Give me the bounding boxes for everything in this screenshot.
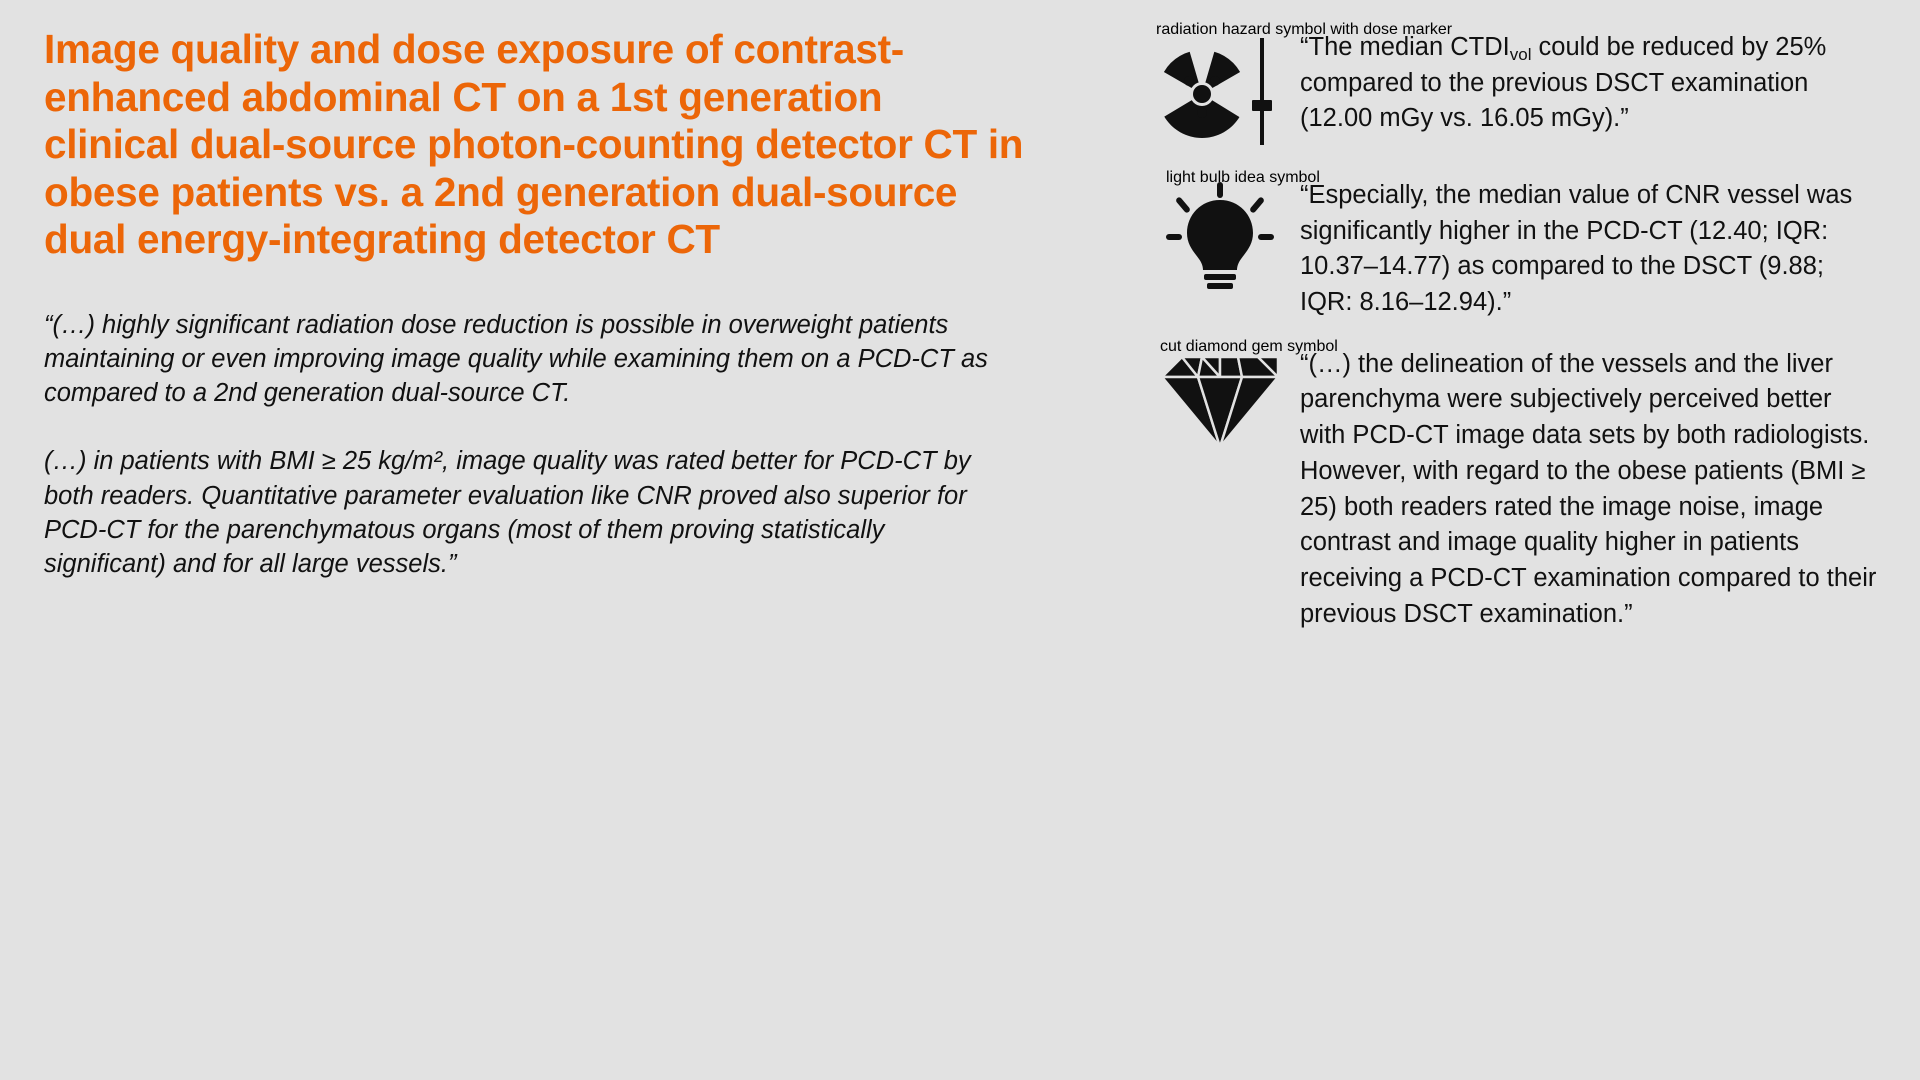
- conclusion-quote-2: (…) in patients with BMI ≥ 25 kg/m², image quality was rated better for PCD-CT by both readers. Quantitative parameter evaluation like CNR proved also superior for PCD-CT for the parenchymatous organs (most of them proving statistically significant) and for all large vessels.”: [44, 447, 971, 578]
- svg-text:cut diamond gem symbol: cut diamond gem symbol: [1160, 337, 1338, 355]
- finding-row: [1140, 337, 1880, 633]
- finding-text: [1300, 178, 1880, 321]
- finding-text-subscript: vol: [1509, 45, 1532, 64]
- svg-text:light bulb idea symbol: light bulb idea symbol: [1166, 169, 1320, 186]
- finding-text-post: could be reduced by 25% compared to the previous DSCT examination (12.00 mGy vs. 16.05 mGy).”: [1300, 33, 1827, 133]
- finding-text-pre: “The median CTDI: [1300, 33, 1510, 61]
- icon-cell: [1140, 169, 1320, 294]
- finding-text-pre: “Especially, the median value of CNR vessel was significantly higher in the PCD-CT (12.40; IQR: 10.37–14.77) as compared to the DSCT (9.88; IQR: 8.16–12.94).”: [1300, 181, 1853, 317]
- icon-cell: [1140, 337, 1338, 451]
- finding-row: [1140, 21, 1880, 152]
- finding-text-pre: “(…) the delineation of the vessels and the liver parenchyma were subjectively perceived better with PCD-CT image data sets by both radiologists. However, with regard to the obese patients (BMI ≥ 25) both readers rated the image noise, image contrast and image quality higher in patients receiving a PCD-CT examination compared to their previous DSCT examination.”: [1300, 349, 1877, 628]
- finding-text: [1300, 347, 1880, 633]
- diamond-icon: [1160, 337, 1338, 451]
- finding-row: [1140, 169, 1880, 321]
- svg-text:radiation hazard symbol with d: radiation hazard symbol with dose marker: [1156, 21, 1453, 38]
- lightbulb-icon: [1166, 169, 1320, 294]
- left-column: [44, 26, 1044, 581]
- key-findings-column: [1140, 21, 1880, 632]
- finding-text: [1300, 30, 1880, 137]
- conclusion-quote-1: “(…) highly significant radiation dose reduction is possible in overweight patients maintaining or even improving image quality while examining them on a PCD-CT as compared to a 2nd generation dual-source CT.: [44, 310, 988, 408]
- page-title: Image quality and dose exposure of contrast-enhanced abdominal CT on a 1st generation clinical dual-source photon-counting detector CT in obese patients vs. a 2nd generation dual-source dual energy-integrating detector CT: [44, 26, 1024, 263]
